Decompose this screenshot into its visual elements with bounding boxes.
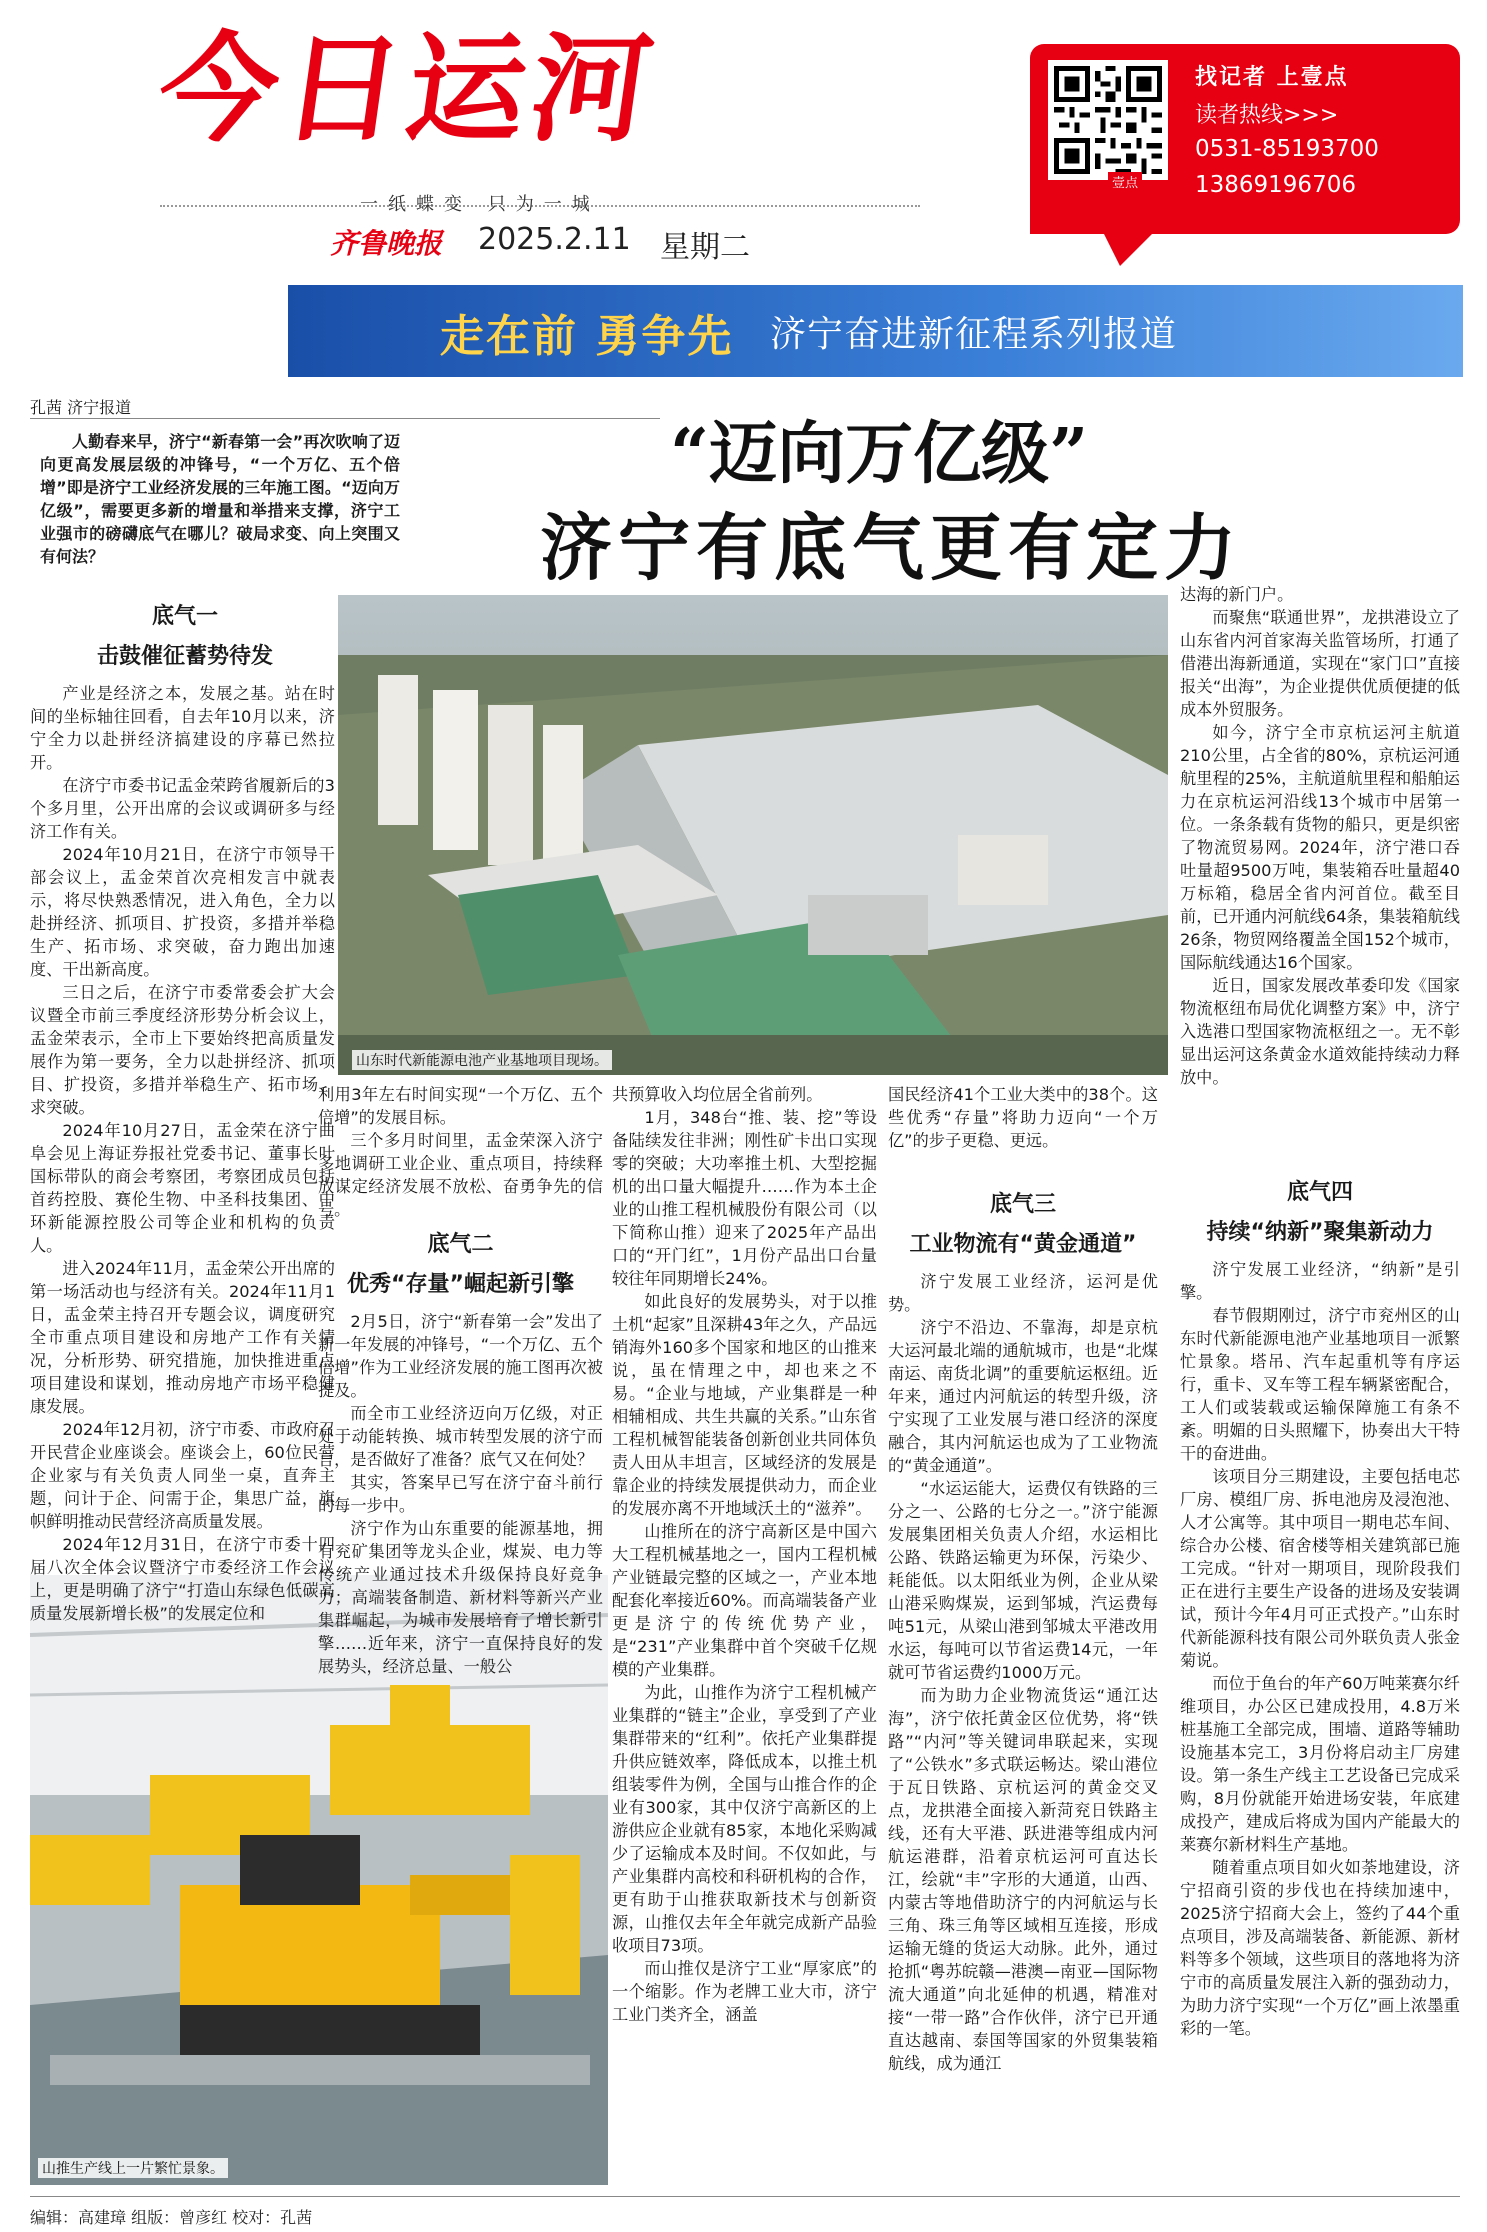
paragraph: 在济宁市委书记盂金荣跨省履新后的3个多月里，公开出席的会议或调研多与经济工作有关。 [30,776,335,841]
footer-credits: 编辑：高建璋 组版：曾彦红 校对：孔茜 [30,2208,313,2227]
paragraph: 三个多月时间里，盂金荣深入济宁多地调研工业企业、重点项目，持续释放谋定经济发展不放松、奋勇争先的信号。 [318,1131,603,1219]
photo-battery-base [338,595,1168,1075]
qr-label: 壹点 [1108,172,1142,191]
paragraph: 而为助力企业物流货运“通江达海”，济宁依托黄金区位优势，将“铁路”“内河”等关键词串联起来，实现了“公铁水”多式联运畅达。梁山港位于瓦日铁路、京杭运河的黄金交叉点，龙拱港全面接入新菏兖日铁路主线，还有大平港、跃进港等组成内河航运港群，沿着京杭运河可直达长江，绘就“丰”字形的大通道，山西、内蒙古等地借助济宁的内河航运与长三角、珠三角等区域相互连接，形成运输无缝的货运大动脉。此外，通过抢抓“粤苏皖赣—港澳—南亚—国际物流大通道”向北延伸的机遇，精准对接“一带一路”合作伙伴，济宁已开通直达越南、泰国等国家的外贸集装箱航线，成为通江 [888,1686,1158,2073]
paragraph: 山推所在的济宁高新区是中国六大工程机械基地之一，国内工程机械产业链最完整的区域之一，产业本地配套化率接近60%。而高端装备产业更是济宁的传统优势产业，是“231”产业集群中首个突破千亿规模的产业集群。 [612,1522,877,1679]
paragraph: 而全市工业经济迈向万亿级，对正处于动能转换、城市转型发展的济宁而言，是否做好了准备？底气又在何处？ [318,1404,603,1469]
section-heading-2 [318,1230,603,1300]
photo2-caption: 山推生产线上一片繁忙景象。 [38,2158,228,2178]
column-3 [612,1083,877,2188]
paragraph: 利用3年左右时间实现“一个万亿、五个倍增”的发展目标。 [318,1085,603,1127]
paragraph: 而位于鱼台的年产60万吨莱赛尔纤维项目，办公区已建成投用，4.8万米桩基施工全部完成，围墙、道路等辅助设施基本完工，3月份将启动主厂房建设。第一条生产线主工艺设备已完成采购，8月份就能开始进场安装，年底建成投产，建成后将成为国内产能最大的莱赛尔新材料生产基地。 [1180,1674,1460,1854]
paragraph: 济宁不沿边、不靠海，却是京杭大运河最北端的通航城市，也是“北煤南运、南货北调”的重要航运枢纽。近年来，通过内河航运的转型升级，济宁实现了工业发展与港口经济的深度融合，其内河航运也成为了工业物流的“黄金通道”。 [888,1318,1158,1475]
paragraph: 2024年10月27日，盂金荣在济宁曲阜会见上海证券报社党委书记、董事长叶国标带队的商会考察团，考察团成员包括首药控股、赛伦生物、中圣科技集团、中环新能源控股公司等企业和机构的负责人。 [30,1121,335,1255]
hotline-phone2[interactable]: 13869196706 [1195,172,1356,198]
hotline-phone1[interactable]: 0531-85193700 [1195,136,1379,162]
column-5-body [1180,1258,1460,2188]
column-4-body [888,1270,1158,2188]
column-2-top [318,1083,603,1219]
section-2-title: 优秀“存量”崛起新引擎 [347,1272,574,1297]
paragraph: 而聚焦“联通世界”，龙拱港设立了山东省内河首家海关监管场所，打通了借港出海新通道，实现在“家门口”直接报关“出海”，为企业提供优质便捷的低成本外贸服务。 [1180,608,1460,719]
section-heading-1 [40,602,330,672]
column-1 [30,682,335,1623]
section-3-label: 底气三 [989,1192,1056,1217]
paragraph: 进入2024年11月，盂金荣公开出席的第一场活动也与经济有关。2024年11月1日，盂金荣主持召开专题会议，调度研究全市重点项目建设和房地产工作有关情况，分析形势、研究措施，加快推进重点项目建设和谋划，推动房地产市场平稳健康发展。 [30,1259,335,1416]
byline-rule [30,418,660,419]
paper-name: 齐鲁晚报 [330,227,443,260]
section-2-label: 底气二 [427,1232,494,1257]
paragraph: “水运运能大，运费仅有铁路的三分之一、公路的七分之一。”济宁能源发展集团相关负责人介绍，水运相比公路、铁路运输更为环保，污染少、耗能低。以太阳纸业为例，企业从梁山港采购煤炭，运到邹城，汽运费每吨51元，从梁山港到邹城太平港改用水运，每吨可以节省运费14元，一年就可节省运费约1000万元。 [888,1479,1158,1682]
paragraph: 其实，答案早已写在济宁奋斗前行的每一步中。 [318,1473,603,1515]
paragraph: 如此良好的发展势头，对于以推土机“起家”且深耕43年之久，产品远销海外160多个国家和地区的山推来说，虽在情理之中，却也来之不易。“企业与地域，产业集群是一种相辅相成、共生共赢的关系。”山东省工程机械智能装备创新创业共同体负责人田从丰坦言，区域经济的发展是靠企业的持续发展提供动力，而企业的发展亦离不开地域沃土的“滋养”。 [612,1292,877,1518]
qr-code-icon[interactable] [1048,60,1168,180]
paragraph: 春节假期刚过，济宁市兖州区的山东时代新能源电池产业基地项目一派繁忙景象。塔吊、汽车起重机等有序运行，重卡、叉车等工程车辆紧密配合，工人们或装载或运输保障施工有条不紊。明媚的日头照耀下，协奏出大干特干的奋进曲。 [1180,1306,1460,1463]
photo1-caption: 山东时代新能源电池产业基地项目现场。 [352,1050,612,1070]
hotline-line1: 找记者 上壹点 [1195,65,1349,90]
column-4-top [888,1083,1158,1150]
masthead-title: 今日运河 [150,20,666,158]
paragraph: 达海的新门户。 [1180,585,1294,604]
section-1-label: 底气一 [151,604,218,629]
paragraph: 共预算收入均位居全省前列。 [612,1085,823,1104]
paragraph: 为此，山推作为济宁工程机械产业集群的“链主”企业，享受到了产业集群带来的“红利”。依托产业集群提升供应链效率，降低成本，以推土机组装零件为例，全国与山推合作的企业有300家，其中仅济宁高新区的上游供应企业就有85家，本地化采购减少了运输成本及时间。不仅如此，与产业集群内高校和科研机构的合作，更有助于山推获取新技术与创新资源，山推仅去年全年就完成新产品验收项目73项。 [612,1683,877,1955]
paragraph: 济宁发展工业经济，“纳新”是引擎。 [1180,1260,1460,1302]
section-1-title: 击鼓催征蓄势待发 [96,644,273,669]
column-5-top [1180,583,1460,1173]
paragraph: 济宁作为山东重要的能源基地，拥有兖矿集团等龙头企业，煤炭、电力等传统产业通过技术升级保持良好竞争力；高端装备制造、新材料等新兴产业集群崛起，为城市发展培育了增长新引擎……近年来，济宁一直保持良好的发展势头，经济总量、一般公 [318,1519,603,1676]
paragraph: 国民经济41个工业大类中的38个。这些优秀“存量”将助力迈向“一个万亿”的步子更稳、更远。 [888,1085,1158,1150]
footer-rule [30,2196,1460,2197]
paragraph: 1月，348台“推、装、挖”等设备陆续发往非洲；刚性矿卡出口实现零的突破；大功率推土机、大型挖掘机的出口量大幅提升……作为本土企业的山推工程机械股份有限公司（以下简称山推）迎来了2025年产品出口的“开门红”，1月份产品出口台量较往年同期增长24%。 [612,1108,877,1288]
section-4-label: 底气四 [1286,1180,1353,1205]
section-3-title: 工业物流有“黄金通道” [909,1232,1137,1257]
paragraph: 该项目分三期建设，主要包括电芯厂房、模组厂房、拆电池房及浸泡池、人才公寓等。其中项目一期电芯车间、综合办公楼、宿舍楼等相关建筑部已施工完成。“针对一期项目，现阶段我们正在进行主要生产设备的进场及安装调试，预计今年4月可正式投产。”山东时代新能源科技有限公司外联负责人张金菊说。 [1180,1467,1460,1670]
paragraph: 三日之后，在济宁市委常委会扩大会议暨全市前三季度经济形势分析会议上，盂金荣表示，全市上下要始终把高质量发展作为第一要务，全力以赴拼经济、抓项目、扩投资，多措并举稳生产、拓市场、求突破。 [30,983,335,1117]
hotline-line2: 读者热线>>> [1195,103,1339,128]
issue-date: 2025.2.11 [478,222,631,257]
masthead-slogan: 一纸蝶变 只为一城 [360,194,600,215]
byline: 孔茜 济宁报道 [30,398,132,417]
paragraph: 而山推仅是济宁工业“厚家底”的一个缩影。作为老牌工业大市，济宁工业门类齐全，涵盖 [612,1959,877,2024]
paragraph: 近日，国家发展改革委印发《国家物流枢纽布局优化调整方案》中，济宁入选港口型国家物流枢纽之一。无不彰显出运河这条黄金水道效能持续动力释放中。 [1180,976,1460,1087]
banner-subtitle: 济宁奋进新征程系列报道 [770,314,1178,355]
headline-line2: 济宁有底气更有定力 [540,505,1243,590]
paragraph: 如今，济宁全市京杭运河主航道210公里，占全省的80%，京杭运河通航里程的25%，主航道航里程和船舶运力在京杭运河沿线13个城市中居第一位。一条条载有货物的船只，更是织密了物流贸易网。2024年，济宁港口吞吐量超9500万吨，集装箱吞吐量超40万标箱，稳居全省内河首位。截至目前，已开通内河航线64条，集装箱航线26条，物贸网络覆盖全国152个城市，国际航线通达16个国家。 [1180,723,1460,972]
paragraph: 随着重点项目如火如荼地建设，济宁招商引资的步伐也在持续加速中，2025济宁招商大会上，签约了44个重点项目，涉及高端装备、新能源、新材料等多个领域，这些项目的落地将为济宁市的高质量发展注入新的强劲动力，为助力济宁实现“一个万亿”画上浓墨重彩的一笔。 [1180,1858,1460,2038]
banner-main-title: 走在前 勇争先 [440,311,734,362]
paragraph: 济宁发展工业经济，运河是优势。 [888,1272,1158,1314]
headline-line1: “迈向万亿级” [670,414,1089,494]
paragraph: 2024年10月21日，在济宁市领导干部会议上，盂金荣首次亮相发言中就表示，将尽快熟悉情况，进入角色，全力以赴拼经济、抓项目、扩投资，多措并举稳生产、拓市场、求突破，奋力跑出加速度、干出新高度。 [30,845,335,979]
section-heading-3 [888,1190,1158,1260]
paragraph: 2024年12月31日，在济宁市委十四届八次全体会议暨济宁市委经济工作会议上，更是明确了济宁“打造山东绿色低碳高质量发展新增长极”的发展定位和 [30,1535,335,1623]
paragraph: 产业是经济之本，发展之基。站在时间的坐标轴往回看，自去年10月以来，济宁全力以赴拼经济搞建设的序幕已然拉开。 [30,684,335,772]
lead-paragraph: 人勤春来早，济宁“新春第一会”再次吹响了迈向更高发展层级的冲锋号，“一个万亿、五个倍增”即是济宁工业经济发展的三年施工图。“迈向万亿级”，需要更多新的增量和举措来支撑，济宁工业强市的磅礴底气在哪儿？破局求变、向上突围又有何法？ [40,432,400,566]
issue-weekday: 星期二 [660,230,750,265]
paragraph: 2024年12月初，济宁市委、市政府召开民营企业座谈会。座谈会上，60位民营企业家与有关负责人同坐一桌，直奔主题，问计于企、问需于企，集思广益，旗帜鲜明推动民营经济高质量发展。 [30,1420,335,1531]
hotline-box-tail [1100,226,1160,266]
column-2-body [318,1310,603,1676]
section-heading-4 [1180,1178,1460,1248]
paragraph: 2月5日，济宁“新春第一会”发出了新一年发展的冲锋号，“一个万亿、五个倍增”作为工业经济发展的施工图再次被提及。 [318,1312,603,1400]
section-4-title: 持续“纳新”聚集新动力 [1206,1220,1434,1245]
